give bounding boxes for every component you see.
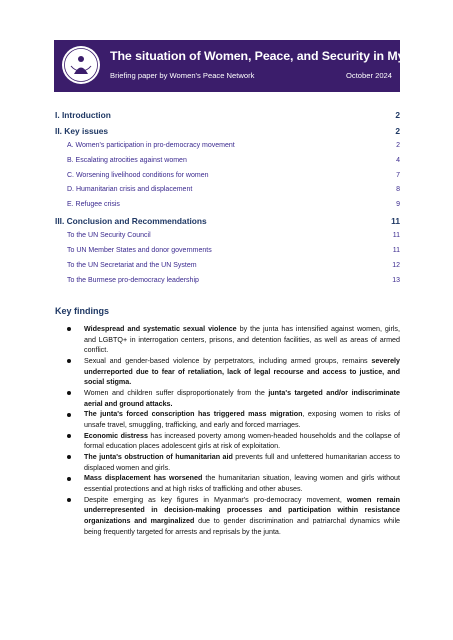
toc-entry-label: A. Women's participation in pro-democracy movement xyxy=(67,141,235,149)
toc-entry-label: D. Humanitarian crisis and displacement xyxy=(67,186,193,193)
toc-entry[interactable] xyxy=(55,201,400,208)
key-finding-item xyxy=(55,356,400,388)
bullet-icon xyxy=(67,477,71,481)
finding-emphasis: severely underreported due to fear of retaliation, lack of legal recourse and access to justice, and social stigma. xyxy=(84,356,400,387)
finding-text: by the junta has intensified against women, girls, and LGBTQ+ in interrogation centers, prisons, and detention facilities, as well as areas of armed conflict. xyxy=(84,325,400,355)
toc-entry-page: 8 xyxy=(396,186,400,193)
toc-entry-page: 11 xyxy=(392,247,400,254)
toc-entry-page: 11 xyxy=(391,216,400,226)
toc-entry-page: 12 xyxy=(392,262,400,269)
toc-entry-page: 2 xyxy=(395,110,400,120)
finding-text: has increased poverty among women-headed households and the collapse of formal education places adolescent girls at risk of exploitation. xyxy=(84,431,400,451)
finding-emphasis: Economic distress xyxy=(84,431,148,440)
bullet-icon xyxy=(67,498,71,502)
toc-entry-page: 9 xyxy=(396,201,400,208)
finding-emphasis: The junta's obstruction of humanitarian aid xyxy=(84,453,233,462)
toc-entry-page: 2 xyxy=(395,125,400,136)
key-finding-item xyxy=(55,388,400,409)
toc-entry-label: To the UN Secretariat and the UN System xyxy=(67,262,197,269)
key-finding-item xyxy=(55,409,400,430)
toc-entry-label: II. Key issues xyxy=(55,125,109,136)
toc-entry[interactable] xyxy=(55,262,400,269)
toc-entry[interactable] xyxy=(55,110,400,120)
wpn-logo-icon xyxy=(60,44,102,86)
toc-entry-label: E. Refugee crisis xyxy=(67,201,120,208)
toc-entry-label: III. Conclusion and Recommendations xyxy=(55,216,207,226)
header-banner xyxy=(54,40,442,92)
toc-entry-page: 4 xyxy=(396,156,400,164)
document-date: October 2024 xyxy=(345,71,392,80)
toc-entry-page: 13 xyxy=(392,277,400,284)
toc-entry[interactable] xyxy=(55,186,400,193)
bullet-icon xyxy=(67,327,71,331)
finding-emphasis: junta's targeted and/or indiscriminate aerial and ground attacks. xyxy=(84,388,400,408)
toc-entry[interactable] xyxy=(55,142,400,149)
bullet-icon xyxy=(67,391,71,395)
toc-entry[interactable] xyxy=(55,247,400,254)
key-findings-list xyxy=(55,324,400,537)
toc-entry-label: To the Burmese pro-democracy leadership xyxy=(67,277,199,284)
finding-text: the humanitarian situation, leaving women and girls without essential protections and at high risks of trafficking and other abuses. xyxy=(84,474,400,494)
finding-text: due to gender discrimination and patriarchal dynamics while being frequently targeted for arrests and reprisals by the junta. xyxy=(84,517,401,536)
toc-entry-label: To the UN Security Council xyxy=(67,232,151,239)
finding-text: , exposing women to risks of unsafe travel, smuggling, trafficking, and early and forced marriages. xyxy=(84,410,400,429)
key-finding-item xyxy=(55,473,400,494)
toc-entry-label: I. Introduction xyxy=(55,110,111,120)
key-finding-item xyxy=(55,495,400,537)
toc-entry-label: B. Escalating atrocities against women xyxy=(67,156,187,164)
finding-emphasis: women remain underrepresented in decision-making processes and participation within resistance organizations and marginalized xyxy=(84,495,400,525)
bullet-icon xyxy=(67,434,71,438)
document-title: The situation of Women, Peace, and Security in Myanmar xyxy=(110,49,442,63)
toc-entry-page: 7 xyxy=(396,171,400,179)
finding-emphasis: Widespread and systematic sexual violence xyxy=(84,325,237,333)
finding-text: Despite emerging as key figures in Myanmar's pro-democracy movement, xyxy=(84,495,347,504)
finding-emphasis: Mass displacement has worsened xyxy=(84,474,203,483)
key-finding-item xyxy=(55,452,400,473)
toc-entry-page: 2 xyxy=(396,141,400,149)
toc-entry[interactable] xyxy=(55,126,400,136)
finding-text: Women and children suffer disproportionately from the xyxy=(84,388,269,397)
key-finding-item xyxy=(55,431,400,452)
document-subtitle: Briefing paper by Women's Peace Network xyxy=(110,71,255,80)
toc-entry-page: 11 xyxy=(392,232,400,239)
toc-entry[interactable] xyxy=(55,216,400,226)
toc-entry-label: To UN Member States and donor governments xyxy=(67,247,212,254)
finding-text: Sexual and gender-based violence by perpetrators, including armed groups, remains xyxy=(84,356,372,365)
bullet-icon xyxy=(67,455,71,459)
key-finding-item xyxy=(55,324,400,356)
toc-entry[interactable] xyxy=(55,172,400,179)
toc-entry[interactable] xyxy=(55,157,400,164)
toc-entry[interactable] xyxy=(55,277,400,284)
finding-text: prevents full and unfettered humanitarian access to displaced women and girls. xyxy=(84,453,400,472)
bullet-icon xyxy=(67,359,71,363)
key-findings-heading: Key findings xyxy=(55,306,110,316)
bullet-icon xyxy=(67,413,71,417)
toc-entry-label: C. Worsening livelihood conditions for women xyxy=(67,171,209,179)
finding-emphasis: The junta's forced conscription has triggered mass migration xyxy=(84,410,303,419)
toc-entry[interactable] xyxy=(55,232,400,239)
